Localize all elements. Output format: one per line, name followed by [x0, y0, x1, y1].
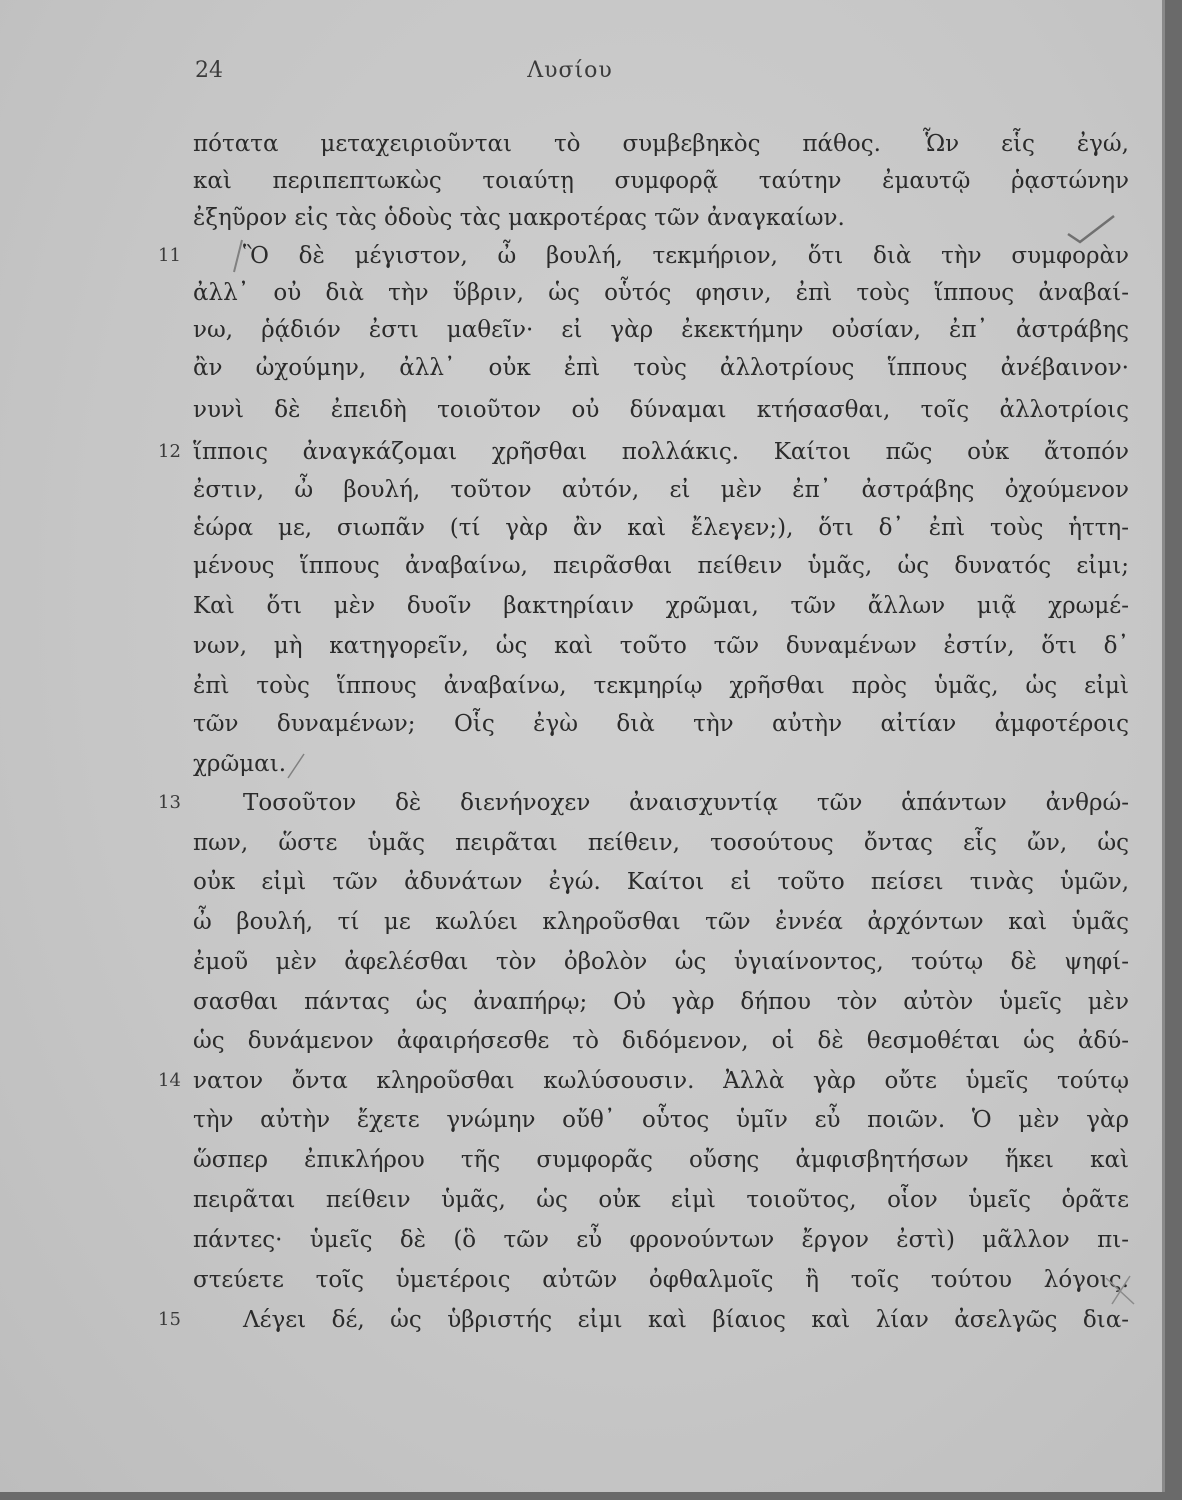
text-line: οὐκ εἰμὶ τῶν ἀδυνάτων ἐγώ. Καίτοι εἰ τοῦτο πείσει τινὰς ὑμῶν,: [193, 869, 1129, 895]
section-number: 12: [158, 441, 181, 462]
text-line: νατον ὄντα κληροῦσθαι κωλύσουσιν. Ἀλλὰ γὰρ οὔτε ὑμεῖς τούτῳ: [193, 1068, 1129, 1094]
section-number: 14: [158, 1070, 181, 1091]
text-line: Ὃ δὲ μέγιστον, ὦ βουλή, τεκμήριον, ὅτι διὰ τὴν συμφορὰν: [243, 243, 1129, 269]
text-line: πειρᾶται πείθειν ὑμᾶς, ὡς οὐκ εἰμὶ τοιοῦτος, οἷον ὑμεῖς ὁρᾶτε: [193, 1187, 1129, 1213]
text-line: ὥσπερ ἐπικλήρου τῆς συμφορᾶς οὔσης ἀμφισβητήσων ἥκει καὶ: [193, 1147, 1129, 1173]
text-line: μένους ἵππους ἀναβαίνω, πειρᾶσθαι πείθειν ὑμᾶς, ὡς δυνατός εἰμι;: [193, 553, 1129, 579]
text-line: ἐπὶ τοὺς ἵππους ἀναβαίνω, τεκμηρίῳ χρῆσθαι πρὸς ὑμᾶς, ὡς εἰμὶ: [193, 673, 1129, 699]
section-number: 13: [158, 792, 181, 813]
text-line: ὦ βουλή, τί με κωλύει κληροῦσθαι τῶν ἐννέα ἀρχόντων καὶ ὑμᾶς: [193, 909, 1129, 935]
text-line: καὶ περιπεπτωκὼς τοιαύτῃ συμφορᾷ ταύτην ἐμαυτῷ ῥᾳστώνην: [193, 168, 1129, 194]
text-line: πων, ὥστε ὑμᾶς πειρᾶται πείθειν, τοσούτους ὄντας εἷς ὤν, ὡς: [193, 830, 1129, 856]
text-line: στεύετε τοῖς ὑμετέροις αὐτῶν ὀφθαλμοῖς ἢ τοῖς τούτου λόγοις.: [193, 1267, 1129, 1293]
text-line: Τοσοῦτον δὲ διενήνοχεν ἀναισχυντίᾳ τῶν ἁπάντων ἀνθρώ-: [243, 790, 1129, 816]
text-line: πότατα μεταχειριοῦνται τὸ συμβεβηκὸς πάθος. Ὧν εἷς ἐγώ,: [193, 131, 1129, 157]
text-line: σασθαι πάντας ὡς ἀναπήρῳ; Οὐ γὰρ δήπου τὸν αὐτὸν ὑμεῖς μὲν: [193, 989, 1129, 1015]
text-line: τῶν δυναμένων; Οἷς ἐγὼ διὰ τὴν αὐτὴν αἰτίαν ἀμφοτέροις: [193, 711, 1129, 737]
text-line: ἑώρα με, σιωπᾶν (τί γὰρ ἂν καὶ ἔλεγεν;), ὅτι δ᾽ ἐπὶ τοὺς ἡττη-: [193, 515, 1129, 541]
pencil-cross-icon: [1100, 1270, 1140, 1310]
text-line: Καὶ ὅτι μὲν δυοῖν βακτηρίαιν χρῶμαι, τῶν ἄλλων μιᾷ χρωμέ-: [193, 593, 1129, 619]
text-line: ἐξηῦρον εἰς τὰς ὁδοὺς τὰς μακροτέρας τῶν ἀναγκαίων.: [193, 205, 845, 231]
pencil-stroke-icon: [284, 748, 308, 784]
pencil-stroke-icon: [228, 236, 248, 276]
text-line: πάντες· ὑμεῖς δὲ (ὃ τῶν εὖ φρονούντων ἔργον ἐστὶ) μᾶλλον πι-: [193, 1227, 1129, 1253]
text-line: Λέγει δέ, ὡς ὑβριστής εἰμι καὶ βίαιος καὶ λίαν ἀσελγῶς δια-: [243, 1307, 1129, 1333]
text-line: ἐστιν, ὦ βουλή, τοῦτον αὐτόν, εἰ μὲν ἐπ᾽ ἀστράβης ὀχούμενον: [193, 477, 1129, 503]
pencil-check-icon: [1064, 212, 1124, 248]
text-line: ὡς δυνάμενον ἀφαιρήσεσθε τὸ διδόμενον, οἱ δὲ θεσμοθέται ὡς ἀδύ-: [193, 1028, 1129, 1054]
section-number: 15: [158, 1309, 181, 1330]
text-line: νυνὶ δὲ ἐπειδὴ τοιοῦτον οὐ δύναμαι κτήσασθαι, τοῖς ἀλλοτρίοις: [193, 397, 1129, 423]
page-number: 24: [195, 58, 223, 83]
text-line: ἀλλ᾽ οὐ διὰ τὴν ὕβριν, ὡς οὗτός φησιν, ἐπὶ τοὺς ἵππους ἀναβαί-: [193, 280, 1129, 306]
page-header: [195, 58, 1155, 94]
running-title: Λυσίου: [527, 58, 613, 83]
text-line: χρῶμαι.: [193, 751, 287, 777]
text-line: ἂν ὠχούμην, ἀλλ᾽ οὐκ ἐπὶ τοὺς ἀλλοτρίους ἵππους ἀνέβαινον·: [193, 355, 1129, 381]
text-line: νω, ῥᾴδιόν ἐστι μαθεῖν· εἰ γὰρ ἐκεκτήμην οὐσίαν, ἐπ᾽ ἀστράβης: [193, 317, 1129, 343]
text-line: ἵπποις ἀναγκάζομαι χρῆσθαι πολλάκις. Καίτοι πῶς οὐκ ἄτοπόν: [193, 439, 1129, 465]
section-number: 11: [158, 245, 181, 266]
text-line: τὴν αὐτὴν ἔχετε γνώμην οὔθ᾽ οὗτος ὑμῖν εὖ ποιῶν. Ὁ μὲν γὰρ: [193, 1107, 1129, 1133]
text-line: ἐμοῦ μὲν ἀφελέσθαι τὸν ὀβολὸν ὡς ὑγιαίνοντος, τούτῳ δὲ ψηφί-: [193, 949, 1129, 975]
text-line: νων, μὴ κατηγορεῖν, ὡς καὶ τοῦτο τῶν δυναμένων ἐστίν, ὅτι δ᾽: [193, 633, 1129, 659]
